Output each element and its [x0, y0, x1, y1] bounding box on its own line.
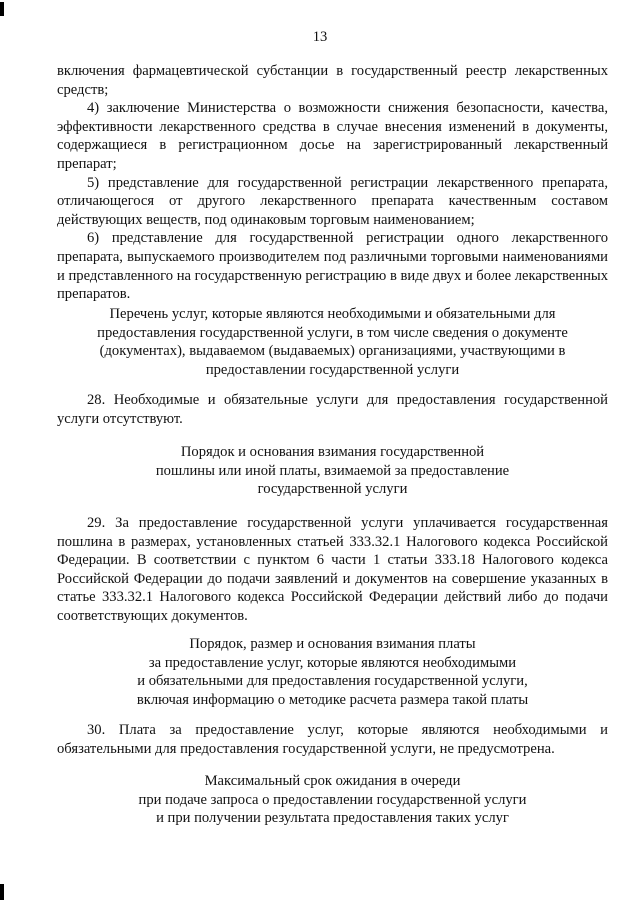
list-continuation — [57, 62, 608, 304]
heading-line: Перечень услуг, которые являются необходимыми и обязательными для — [109, 306, 556, 322]
heading-line: предоставлении государственной услуги — [205, 361, 460, 378]
paragraph-30-block — [57, 721, 608, 758]
paragraph-28-block — [57, 391, 608, 428]
section-heading-payment — [57, 635, 608, 709]
heading-line: Порядок и основания взимания государственной — [180, 444, 485, 460]
heading-line: Порядок, размер и основания взимания платы — [189, 636, 476, 652]
heading-line: предоставления государственной услуги, в том числе сведения о документе — [97, 324, 568, 341]
list-item: 5) представление для государственной регистрации лекарственного препарата, отличающегося от другого лекарственного препарата качественным составом действующих веществ, под одинаковым торговым наименованием; — [57, 174, 608, 228]
paragraph-29-block — [57, 514, 608, 626]
heading-line: и обязательными для предоставления государственной услуги, — [137, 673, 528, 690]
paragraph-29: 29. За предоставление государственной услуги уплачивается государственная пошлина в размерах, установленных статьей 333.32.1 Налогового кодекса Российской Федерации. В соответствии с пунктом 6 части 1 статьи 333.18 Налогового кодекса Российской Федерации до подачи заявлений и документов на совершение указанных в статье 333.32.1 Налогового кодекса Российской Федерации действий либо до подачи соответствующих документов. — [57, 515, 608, 624]
scan-edge-mark-top — [0, 2, 4, 16]
paragraph-28: 28. Необходимые и обязательные услуги для предоставления государственной услуги отсутствуют. — [57, 392, 608, 427]
heading-line: за предоставление услуг, которые являются необходимыми — [148, 654, 517, 671]
heading-line: пошлины или иной платы, взимаемой за предоставление — [155, 462, 510, 479]
paragraph-30: 30. Плата за предоставление услуг, которые являются необходимыми и обязательными для предоставления государственной услуги, не предусмотрена. — [57, 722, 608, 757]
heading-line: и при получении результата предоставления таких услуг — [156, 810, 509, 827]
list-item: 4) заключение Министерства о возможности снижения безопасности, качества, эффективности лекарственного средства в случае внесения изменений в документы, содержащиеся в регистрационном досье на зарегистрированный лекарственный препарат; — [57, 100, 608, 172]
list-item: 6) представление для государственной регистрации одного лекарственного препарата, выпускаемого производителем под различными торговыми наименованиями и представленного на государственную регистрацию в виде двух и более лекарственных препаратов. — [57, 230, 608, 303]
heading-line: при подаче запроса о предоставлении государственной услуги — [138, 791, 527, 808]
section-heading-services — [57, 305, 608, 379]
section-heading-queue-time — [57, 772, 608, 828]
page-number: 13 — [312, 29, 328, 45]
heading-line: государственной услуги — [257, 481, 408, 498]
heading-line: (документах), выдаваемом (выдаваемых) организациями, участвующими в — [99, 343, 566, 360]
heading-line: включая информацию о методике расчета размера такой платы — [136, 691, 529, 708]
scan-edge-mark-bottom — [0, 884, 4, 900]
list-item: включения фармацевтической субстанции в государственный реестр лекарственных средств; — [57, 63, 608, 98]
heading-line: Максимальный срок ожидания в очереди — [204, 773, 461, 789]
section-heading-state-fee — [57, 443, 608, 499]
